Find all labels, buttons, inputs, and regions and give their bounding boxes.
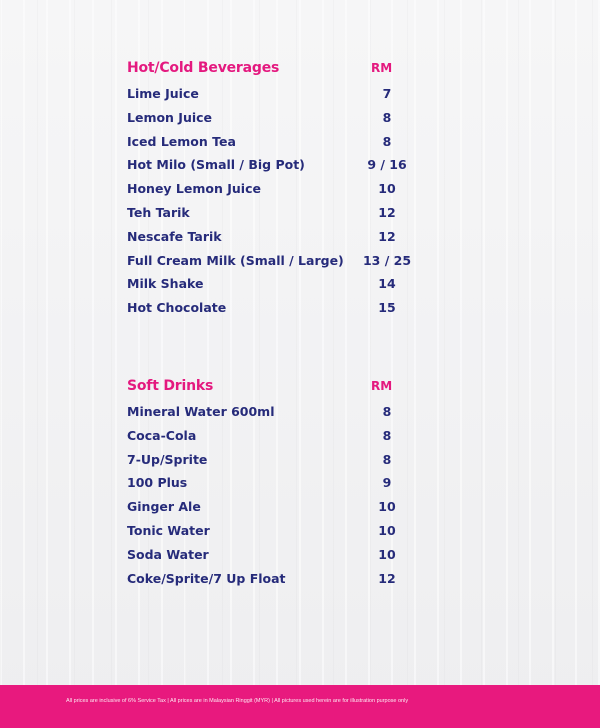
menu-item-name: Honey Lemon Juice bbox=[127, 181, 261, 197]
menu-item-price: 10 bbox=[378, 181, 396, 197]
menu-item-row bbox=[127, 227, 427, 251]
menu-item-row bbox=[127, 108, 427, 132]
menu-item-name: Lime Juice bbox=[127, 86, 199, 101]
footer-disclaimer: All prices are inclusive of 6% Service Tax | All prices are in Malaysian Ringgit (MYR) | All pictures used herein are for illustration purpose only bbox=[66, 698, 409, 704]
menu-item-list bbox=[127, 402, 427, 592]
menu-item-row bbox=[127, 298, 427, 322]
menu-item-row bbox=[127, 521, 427, 545]
menu-item-price: 10 bbox=[378, 546, 396, 562]
menu-item-price: 8 bbox=[382, 109, 392, 125]
menu-item-name: Teh Tarik bbox=[127, 204, 190, 220]
menu-item-name: Full Cream Milk (Small / Large) bbox=[127, 252, 344, 268]
menu-item-row bbox=[127, 251, 427, 275]
menu-item-name: 7-Up/Sprite bbox=[127, 451, 208, 467]
menu-item-price: 9 bbox=[382, 475, 392, 491]
menu-item-name: Milk Shake bbox=[127, 276, 204, 292]
menu-item-row bbox=[127, 497, 427, 521]
menu-item-price: 10 bbox=[378, 522, 396, 538]
menu-item-price: 7 bbox=[382, 86, 392, 101]
menu-item-name: Ginger Ale bbox=[127, 499, 201, 515]
menu-item-name: Hot Chocolate bbox=[127, 300, 227, 316]
currency-label: RM bbox=[371, 379, 393, 393]
menu-item-row bbox=[127, 179, 427, 203]
menu-item-row bbox=[127, 274, 427, 298]
menu-item-row bbox=[127, 569, 427, 593]
menu-item-row bbox=[127, 132, 427, 156]
menu-item-list bbox=[127, 84, 427, 322]
section-title: Soft Drinks bbox=[127, 378, 214, 394]
menu-item-price: 12 bbox=[378, 570, 396, 586]
menu-item-price: 8 bbox=[382, 404, 392, 419]
menu-item-name: Mineral Water 600ml bbox=[127, 404, 275, 419]
menu-item-name: Hot Milo (Small / Big Pot) bbox=[127, 157, 305, 173]
menu-item-price: 8 bbox=[382, 427, 392, 443]
currency-label: RM bbox=[371, 61, 393, 75]
menu-item-row bbox=[127, 203, 427, 227]
menu-item-row bbox=[127, 545, 427, 569]
section-soft-drinks bbox=[127, 378, 427, 592]
section-hot-cold-beverages bbox=[127, 60, 427, 322]
menu-item-name: Soda Water bbox=[127, 546, 209, 562]
menu-item-price: 13 / 25 bbox=[362, 252, 412, 268]
menu-item-row bbox=[127, 426, 427, 450]
menu-item-price: 8 bbox=[382, 133, 392, 149]
menu-item-name: Coke/Sprite/7 Up Float bbox=[127, 570, 286, 586]
menu-item-name: 100 Plus bbox=[127, 475, 188, 491]
menu-item-price: 9 / 16 bbox=[367, 157, 407, 173]
menu-item-name: Nescafe Tarik bbox=[127, 228, 222, 244]
menu-item-price: 10 bbox=[378, 499, 396, 515]
menu-item-price: 8 bbox=[382, 451, 392, 467]
section-header bbox=[127, 60, 427, 84]
menu-item-row bbox=[127, 473, 427, 497]
footer-bar bbox=[0, 685, 600, 728]
menu-item-row bbox=[127, 402, 427, 426]
menu-item-row bbox=[127, 155, 427, 179]
section-header bbox=[127, 378, 427, 402]
menu-item-price: 15 bbox=[378, 300, 396, 316]
menu-item-row bbox=[127, 84, 427, 108]
section-title: Hot/Cold Beverages bbox=[127, 60, 280, 76]
menu-item-row bbox=[127, 450, 427, 474]
menu-item-name: Coca-Cola bbox=[127, 427, 197, 443]
menu-item-price: 12 bbox=[378, 204, 396, 220]
menu-item-price: 14 bbox=[378, 276, 396, 292]
menu-item-name: Tonic Water bbox=[127, 522, 210, 538]
menu-item-name: Iced Lemon Tea bbox=[127, 133, 236, 149]
menu-item-name: Lemon Juice bbox=[127, 109, 213, 125]
menu-item-price: 12 bbox=[378, 228, 396, 244]
